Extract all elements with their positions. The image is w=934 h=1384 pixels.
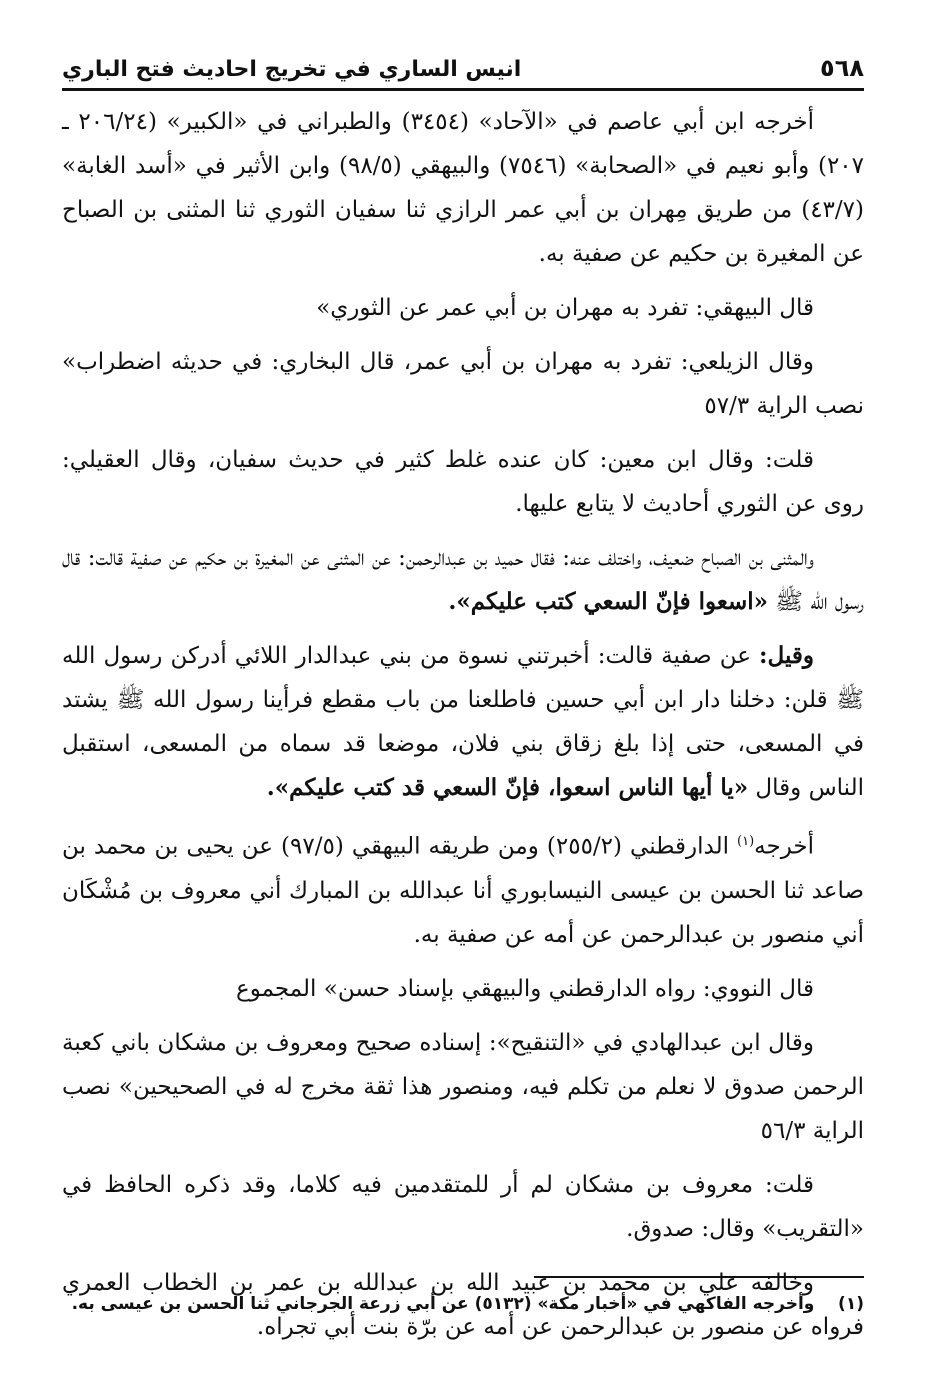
paragraph-ibn-abdulhadi: وقال ابن عبدالهادي في «التنقيح»: إسناده صحيح ومعروف بن مشكان باني كعبة الرحمن صدوق لا نعلم من تكلم فيه، ومنصور هذا ثقة مخرج له في الصحيحين» نصب الراية ٥٦/٣ [62,1029,864,1144]
footnote-divider [534,1276,864,1278]
footnote-text: وأخرجه الفاكهي في «أخبار مكة» (٥١٣٢) عن أبي زرعة الجرجاني ثنا الحسن بن عيسى به. [71,1294,815,1314]
paragraph-muthanna [62,536,864,624]
paragraph-takhrij: أخرجه ابن أبي عاصم في «الآحاد» (٣٤٥٤) والطبراني في «الكبير» (٢٠٦/٢٤ ـ ٢٠٧) وأبو نعيم في «الصحابة» (٧٥٤٦) والبيهقي (٩٨/٥) وابن الأثير في «أسد الغابة» (٤٣/٧) من طريق مِهران بن أبي عمر الرازي ثنا سفيان الثوري ثنا المثنى بن الصباح عن المغيرة بن حكيم عن صفية به. [62,109,864,267]
paragraph-bayhaqi: قال البيهقي: تفرد به مهران بن أبي عمر عن الثوري» [316,295,814,321]
paragraph-umari: وخالفه علي بن محمد بن عبيد الله بن عبدالله بن عمر بن الخطاب العمري فرواه عن منصور بن عبدالرحمن عن أمه عن برّة بنت أبي تجراه. [62,1269,864,1340]
paragraph-zaylai: وقال الزيلعي: تفرد به مهران بن أبي عمر، قال البخاري: في حديثه اضطراب» نصب الراية ٥٧/٣ [62,349,864,419]
paragraph-lead: وقيل: [759,642,814,669]
page-body [62,100,864,1359]
paragraph-text: والمثنى بن الصباح ضعيف، واختلف عنه: فقال حميد بن عبدالرحمن: عن المثنى عن المغيرة بن حكيم عن صفية قالت: قال رسول الله ﷺ [62,545,864,615]
book-title: انيس الساري في تخريج احاديث فتح الباري [62,57,522,82]
paragraph-daraqutni [62,820,864,957]
footnote-ref: (١) [737,834,755,849]
footnote-marker: (١) [838,1294,864,1314]
paragraph-text: عن صفية قالت: أخبرتني نسوة من بني عبدالدار اللائي أدركن رسول الله ﷺ قلن: دخلنا دار ابن أبي حسين فاطلعنا من باب مقطع فرأينا رسول الله ﷺ يشتد في المسعى، حتى إذا بلغ زقاق بني فلان، موضعا قد سماه من المسعى، استقبل الناس وقال [62,643,864,801]
paragraph-ibn-main: قلت: وقال ابن معين: كان عنده غلط كثير في حديث سفيان، وقال العقيلي: روى عن الثوري أحاديث لا يتابع عليها. [62,447,864,517]
footnote [62,1290,864,1318]
paragraph-maruf: قلت: معروف بن مشكان لم أر للمتقدمين فيه كلاما، وقد ذكره الحافظ في «التقريب» وقال: صدوق. [62,1171,864,1242]
paragraph-qila [62,634,864,810]
page-number: ٥٦٨ [820,54,864,82]
page-header [62,38,864,91]
hadith-quote: «يا أيها الناس اسعوا، فإنّ السعي قد كتب عليكم». [266,774,749,801]
paragraph-text: الدارقطني (٢٥٥/٢) ومن طريقه البيهقي (٩٧/٥) عن يحيى بن محمد بن صاعد ثنا الحسن بن عيسى النيسابوري أنا عبدالله بن المبارك أني معروف بن مُشْكَان أني منصور بن عبدالرحمن عن أمه عن صفية به. [62,833,864,948]
hadith-quote: «اسعوا فإنّ السعي كتب عليكم». [448,588,768,615]
paragraph-text: أخرجه [754,833,814,860]
paragraph-nawawi: قال النووي: رواه الدارقطني والبيهقي بإسناد حسن» المجموع [236,975,814,1002]
